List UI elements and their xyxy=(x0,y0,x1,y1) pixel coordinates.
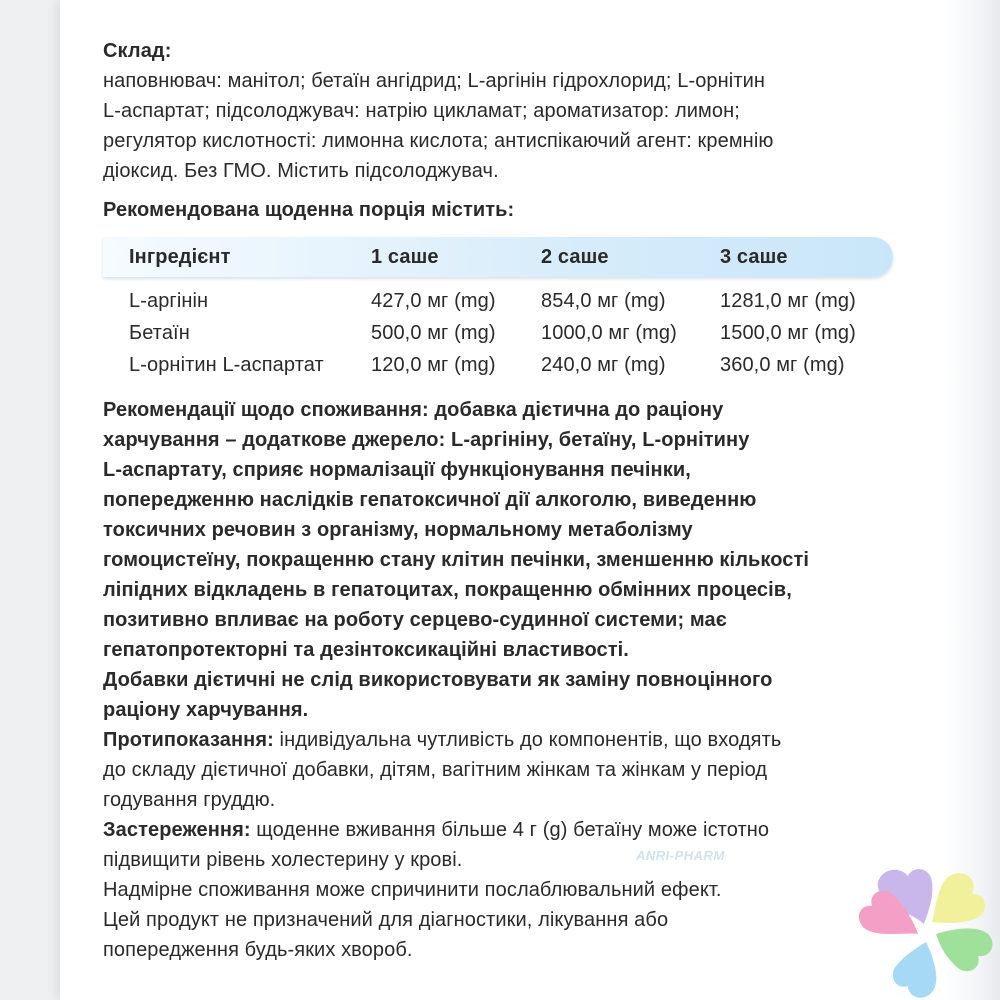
daily-portion-table xyxy=(103,237,893,381)
contraindications-label: Протипоказання: xyxy=(103,729,274,751)
table-cell: 1281,0 мг (mg) xyxy=(720,290,856,312)
contraindications-text xyxy=(103,725,903,815)
warnings-line: попередження будь-яких хвороб. xyxy=(103,939,413,961)
notice-line: Добавки дієтичні не слід використовувати як заміну повноцінного xyxy=(103,669,773,691)
header-ingredient: Інгредієнт xyxy=(129,246,231,268)
table-header xyxy=(103,237,893,277)
table-row xyxy=(103,285,893,317)
table-cell: 360,0 мг (mg) xyxy=(720,354,845,376)
table-cell: 854,0 мг (mg) xyxy=(541,290,666,312)
header-3-sachet: 3 саше xyxy=(720,246,788,268)
contraindications-line: годування груддю. xyxy=(103,789,276,811)
table-cell: L-орнітин L-аспартат xyxy=(129,354,324,376)
logo-petal-green xyxy=(936,929,993,972)
composition-text xyxy=(103,66,903,186)
notice-line: раціону харчування. xyxy=(103,699,309,721)
table-row xyxy=(103,317,893,349)
table-cell: 120,0 мг (mg) xyxy=(371,354,496,376)
brand-logo-icon xyxy=(856,862,996,1000)
composition-line: регулятор кислотності: лимонна кислота; антиспікаючий агент: кремнію xyxy=(103,130,774,152)
composition-title: Склад: xyxy=(103,40,172,62)
recommendations-line: гомоцистеїну, покращенню стану клітин печінки, зменшенню кількості xyxy=(103,549,810,571)
watermark: ANRI-PHARM xyxy=(636,848,725,863)
table-cell: 1500,0 мг (mg) xyxy=(720,322,856,344)
header-2-sachet: 2 саше xyxy=(541,246,609,268)
composition-line: L-аспартат; підсолоджувач: натрію цикламат; ароматизатор: лимон; xyxy=(103,100,740,122)
recommendations-line: попередженню наслідків гепатоксичної дії алкоголю, виведенню xyxy=(103,489,757,511)
warnings-text xyxy=(103,815,903,965)
table-cell: Бетаїн xyxy=(129,322,190,344)
table-row xyxy=(103,349,893,381)
contraindications-line: до складу дієтичної добавки, дітям, вагітним жінкам та жінкам у період xyxy=(103,759,768,781)
recommendations-line: харчування – додаткове джерело: L-аргініну, бетаїну, L-орнітину xyxy=(103,429,750,451)
header-1-sachet: 1 саше xyxy=(371,246,439,268)
recommendations-text xyxy=(103,395,903,665)
table-body xyxy=(103,277,893,381)
warnings-label: Застереження: xyxy=(103,819,251,841)
warnings-line: Цей продукт не призначений для діагностики, лікування або xyxy=(103,909,669,931)
warnings-first-line: щоденне вживання більше 4 г (g) бетаїну може істотно xyxy=(250,819,770,841)
notice-text xyxy=(103,665,903,725)
panel-edge xyxy=(944,0,1000,1000)
warnings-line: підвищити рівень холестерину у крові. xyxy=(103,849,463,871)
table-cell: L-аргінін xyxy=(129,290,209,312)
recommendations-line: L-аспартату, сприяє нормалізації функціонування печінки, xyxy=(103,459,691,481)
recommendations-line: гепатопротекторні та дезінтоксикаційні властивості. xyxy=(103,639,629,661)
contraindications-line xyxy=(103,725,903,755)
recommendations-line: Рекомендації щодо споживання: добавка дієтична до раціону xyxy=(103,399,724,421)
composition-line: наповнювач: манітол; бетаїн ангідрид; L-аргінін гідрохлорид; L-орнітин xyxy=(103,70,766,92)
logo-petal-yellow xyxy=(932,873,985,923)
logo-petal-blue xyxy=(893,942,936,998)
table-cell: 1000,0 мг (mg) xyxy=(541,322,677,344)
composition-line: діоксид. Без ГМО. Містить підсолоджувач. xyxy=(103,160,499,182)
recommendations-line: позитивно впливає на роботу серцево-судинної системи; має xyxy=(103,609,727,631)
table-cell: 240,0 мг (mg) xyxy=(541,354,666,376)
recommendations-line: токсичних речовин з організму, нормальному метаболізму xyxy=(103,519,693,541)
table-cell: 500,0 мг (mg) xyxy=(371,322,496,344)
contraindications-first-line: індивідуальна чутливість до компонентів, що входять xyxy=(273,729,782,751)
warnings-line xyxy=(103,815,903,845)
label-content xyxy=(103,36,903,965)
recommendations-line: ліпідних відкладень в гепатоцитах, покращенню обмінних процесів, xyxy=(103,579,792,601)
table-cell: 427,0 мг (mg) xyxy=(371,290,496,312)
warnings-line: Надмірне споживання може спричинити послаблювальний ефект. xyxy=(103,879,722,901)
daily-portion-title: Рекомендована щоденна порція містить: xyxy=(103,199,515,221)
